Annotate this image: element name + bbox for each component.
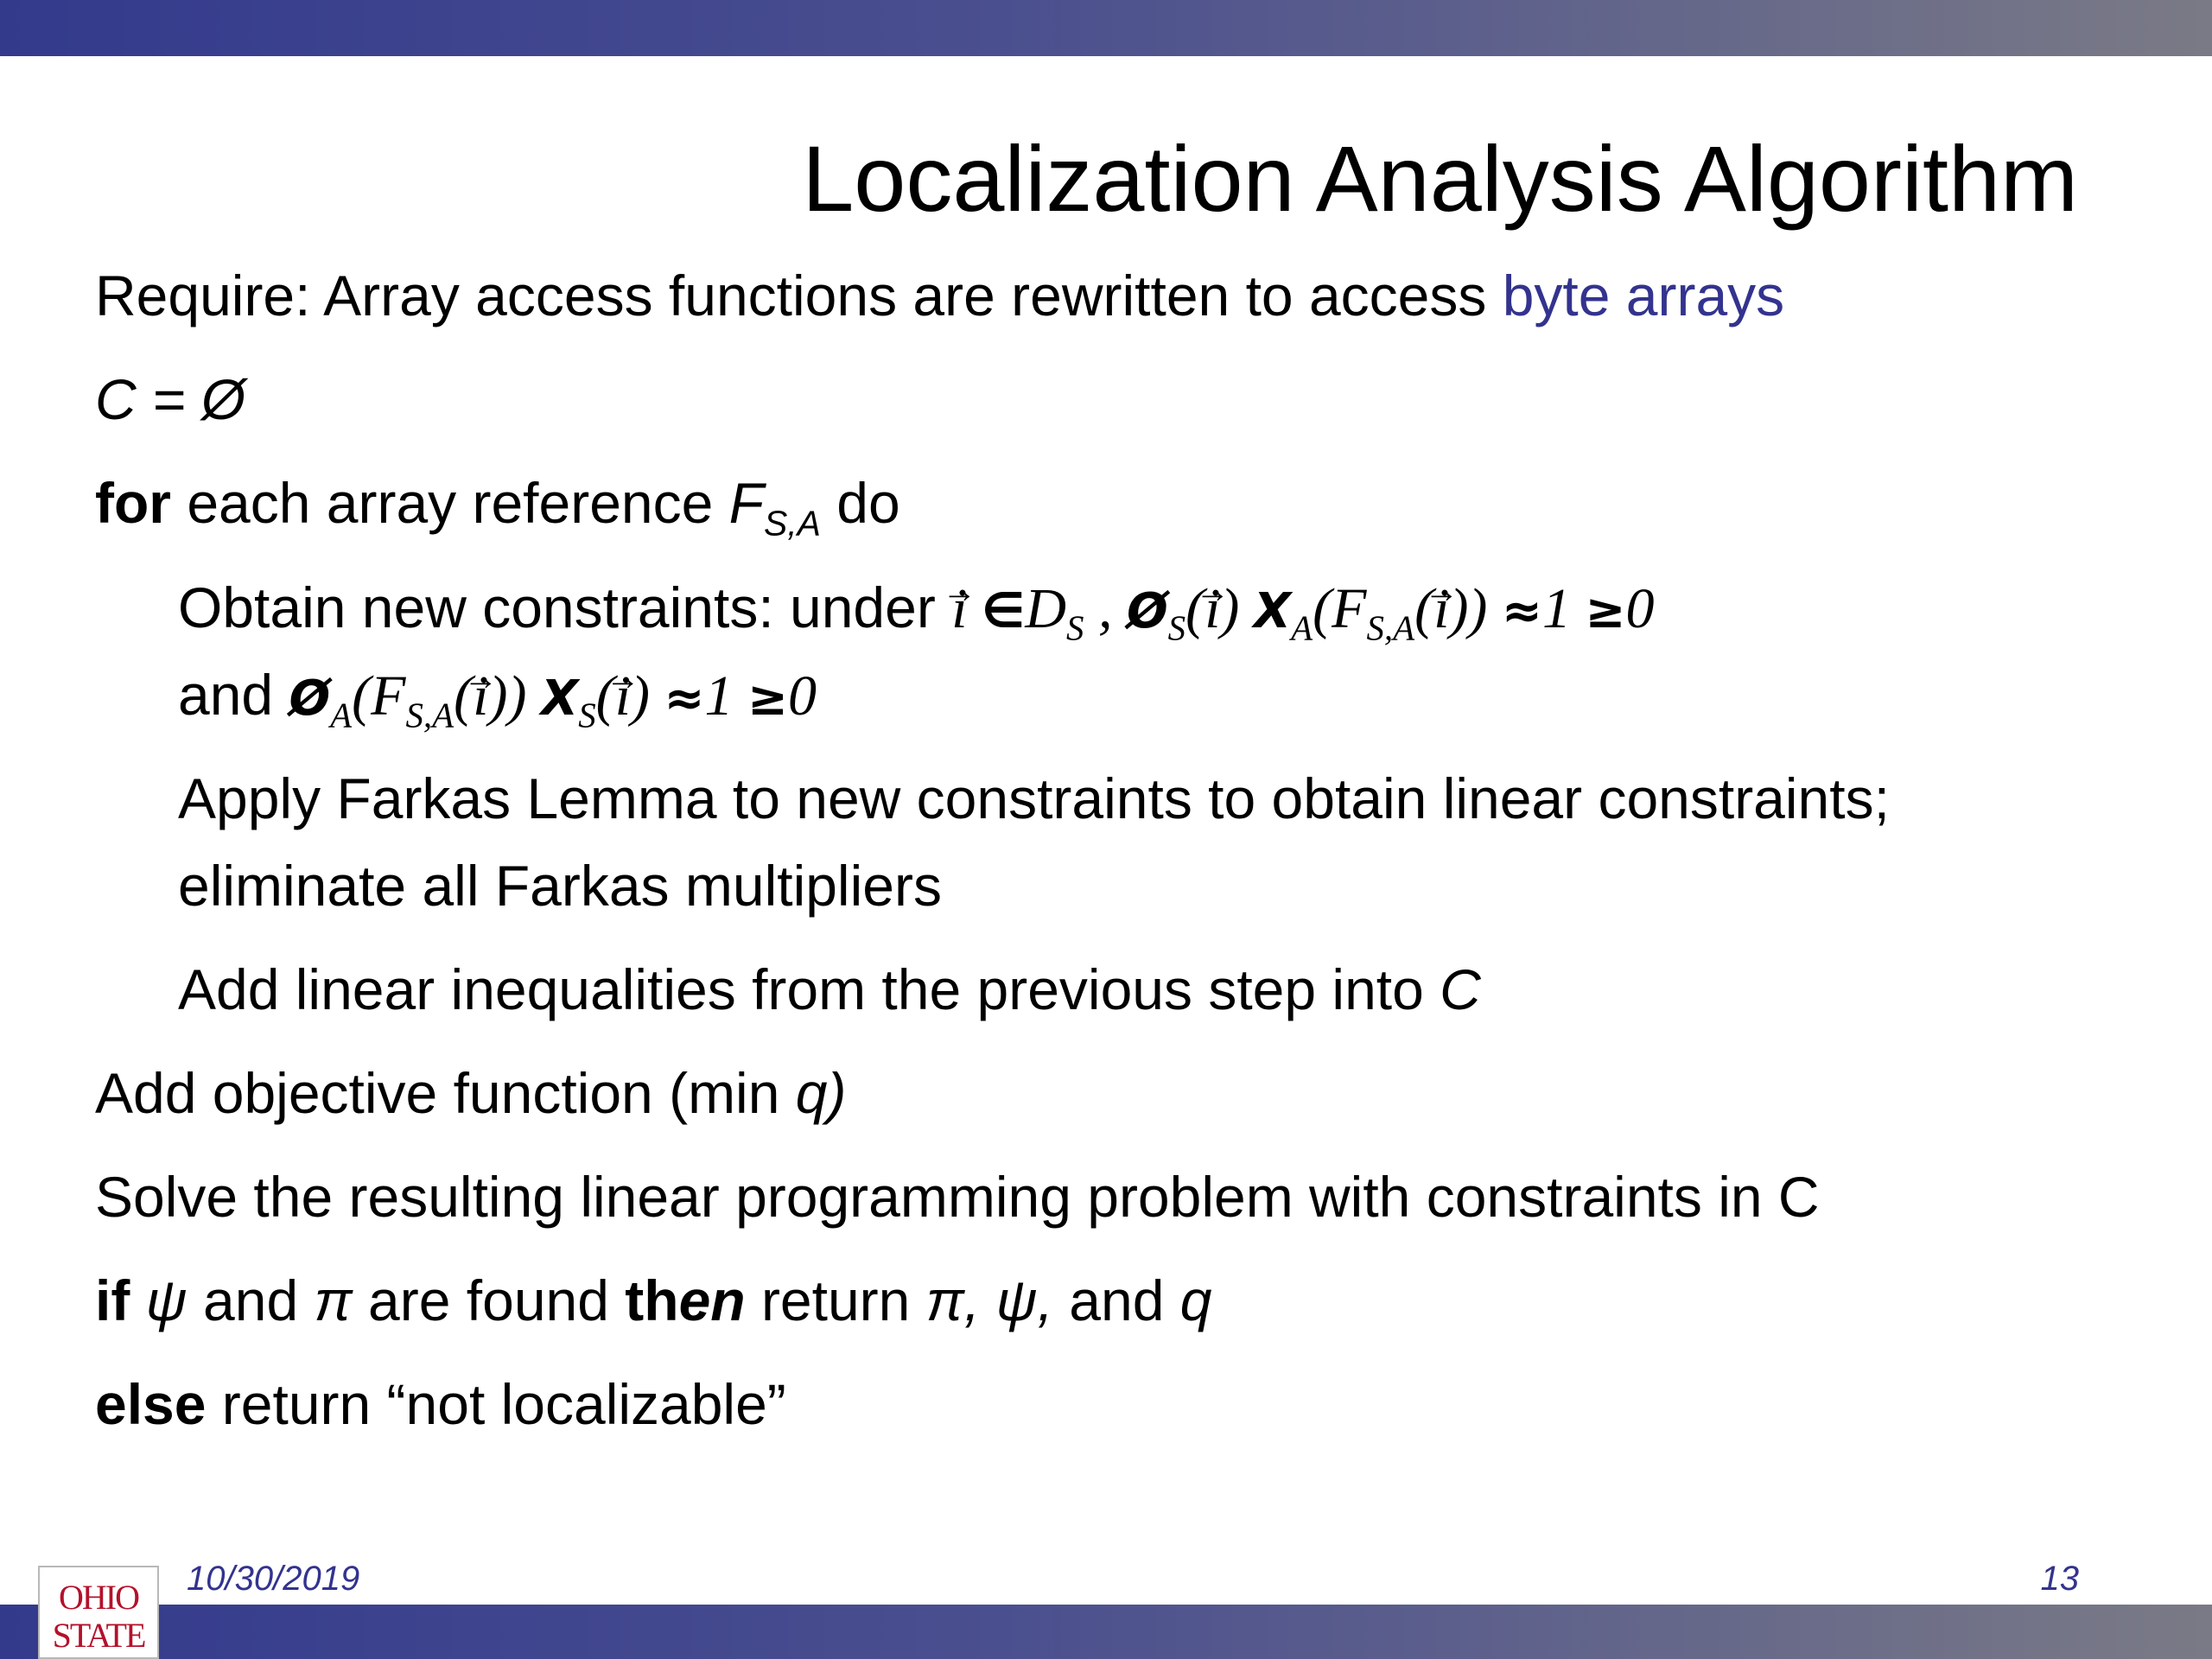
page-number: 13 [2040,1560,2079,1598]
svg-text:STATE: STATE [52,1616,145,1654]
else-keyword: else [95,1372,207,1436]
bottom-gradient-bar [0,1605,2212,1659]
obtain-math: → i $\in D_S$ , $Ø_S(\to i)$ $X_A(F_{S,A}(\to i)) \approx 1 \ge 0$ [951,577,1654,640]
add-inequalities-line [178,955,1481,1024]
for-text: each array reference [170,471,729,535]
require-line [95,261,1784,330]
for-do: do [820,471,900,535]
and-constraints-line [178,660,817,734]
for-line [95,468,900,543]
ohio-state-logo [38,1566,159,1659]
require-text: Require: Array access functions are rewritten to access [95,264,1503,327]
obtain-constraints-line [178,573,1654,646]
svg-text:OHIO: OHIO [59,1578,138,1617]
add-ineq-var: C [1440,957,1481,1021]
solve-line: Solve the resulting linear programming problem with constraints in C [95,1165,1820,1229]
if-keyword: if [95,1268,130,1332]
objective-line [95,1058,846,1128]
c-empty-line: C = Ø [95,367,246,431]
ohio-state-logo-mark [43,1571,154,1654]
array-ref-symbol: $F_{S,A}$ [728,471,821,543]
then-keyword: then [625,1268,746,1332]
objective-var: q) [795,1061,847,1125]
byte-arrays-highlight: byte arrays [1502,264,1785,327]
pi-symbol: π [314,1268,353,1332]
objective-text: Add objective function (min [95,1061,796,1125]
for-keyword: for [95,471,171,535]
slide-title: Localization Analysis Algorithm [802,126,2078,231]
farkas-line-2: eliminate all Farkas multipliers [178,854,942,918]
if-line: if ψ and π are found then return π, ψ, and q [95,1268,1212,1332]
and-math: $Ø_A(F_{S,A}(\to i))$ $X_S(\to i) \approx 1 \ge 0$ [289,664,817,728]
obtain-text: Obtain new constraints: under [178,575,952,639]
else-line [95,1370,786,1439]
else-text: return “not localizable” [206,1372,786,1436]
slide-date: 10/30/2019 [187,1560,360,1598]
farkas-line-1: Apply Farkas Lemma to new constraints to obtain linear constraints; [178,766,1890,830]
top-gradient-bar [0,0,2212,56]
psi-symbol: ψ [145,1268,188,1332]
add-ineq-text: Add linear inequalities from the previous step into [178,957,1440,1021]
and-text: and [178,663,289,727]
